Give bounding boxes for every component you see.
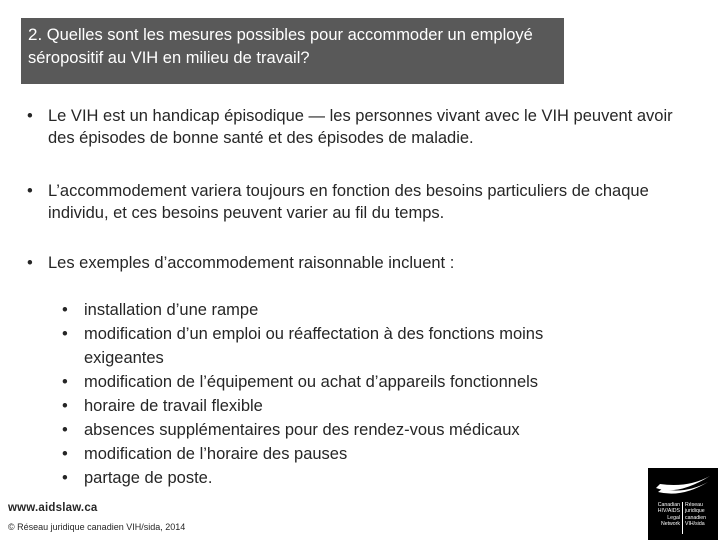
bullet-item [27, 105, 697, 149]
sub-bullet-text: modification d’un emploi ou réaffectation à des fonctions moins exigeantes [84, 325, 544, 367]
sub-bullet-text: partage de poste. [84, 469, 213, 487]
accommodation-examples-list [62, 298, 622, 490]
sub-bullet-item [62, 370, 622, 394]
sub-bullet-item [62, 298, 622, 322]
sub-bullet-item [62, 442, 622, 466]
sub-bullet-text: installation d’une rampe [84, 301, 259, 319]
bullet-dot-icon: • [62, 421, 68, 439]
bullet-item [27, 252, 697, 274]
bullet-text: L’accommodement variera toujours en fonction des besoins particuliers de chaque individu, et ces besoins peuvent varier au fil du temps. [48, 182, 649, 222]
organization-logo [648, 468, 718, 540]
bullet-dot-icon: • [62, 469, 68, 487]
bullet-dot-icon: • [27, 254, 33, 272]
bullet-dot-icon: • [27, 182, 33, 200]
sub-bullet-item [62, 322, 622, 370]
bullet-dot-icon: • [62, 397, 68, 415]
logo-divider [682, 502, 683, 534]
footer-copyright: © Réseau juridique canadien VIH/sida, 2014 [8, 522, 186, 532]
footer-website-link[interactable]: www.aidslaw.ca [8, 502, 98, 514]
sub-bullet-item [62, 418, 622, 442]
slide-title-number: 2. [28, 25, 43, 44]
sub-bullet-text: modification de l’horaire des pauses [84, 445, 348, 463]
sub-bullet-item [62, 394, 622, 418]
sub-bullet-item [62, 466, 622, 490]
bullet-dot-icon: • [62, 325, 68, 343]
slide-title-banner [21, 18, 564, 84]
bullet-dot-icon: • [62, 373, 68, 391]
logo-french-name: Réseau juridique canadien VIH/sida [685, 502, 707, 527]
sub-bullet-text: absences supplémentaires pour des rendez-vous médicaux [84, 421, 520, 439]
logo-swoosh-icon [648, 468, 718, 502]
bullet-dot-icon: • [62, 301, 68, 319]
logo-english-name: Canadian HIV/AIDS Legal Network [657, 502, 680, 527]
bullet-item [27, 180, 697, 224]
bullet-text: Le VIH est un handicap épisodique — les personnes vivant avec le VIH peuvent avoir des épisodes de bonne santé et des épisodes de maladie. [48, 107, 673, 147]
bullet-dot-icon: • [62, 445, 68, 463]
slide-title-text: Quelles sont les mesures possibles pour accommoder un employé séropositif au VIH en milieu de travail? [28, 26, 533, 67]
bullet-text: Les exemples d’accommodement raisonnable incluent : [48, 254, 455, 272]
sub-bullet-text: horaire de travail flexible [84, 397, 263, 415]
sub-bullet-text: modification de l’équipement ou achat d’appareils fonctionnels [84, 373, 539, 391]
bullet-dot-icon: • [27, 107, 33, 125]
